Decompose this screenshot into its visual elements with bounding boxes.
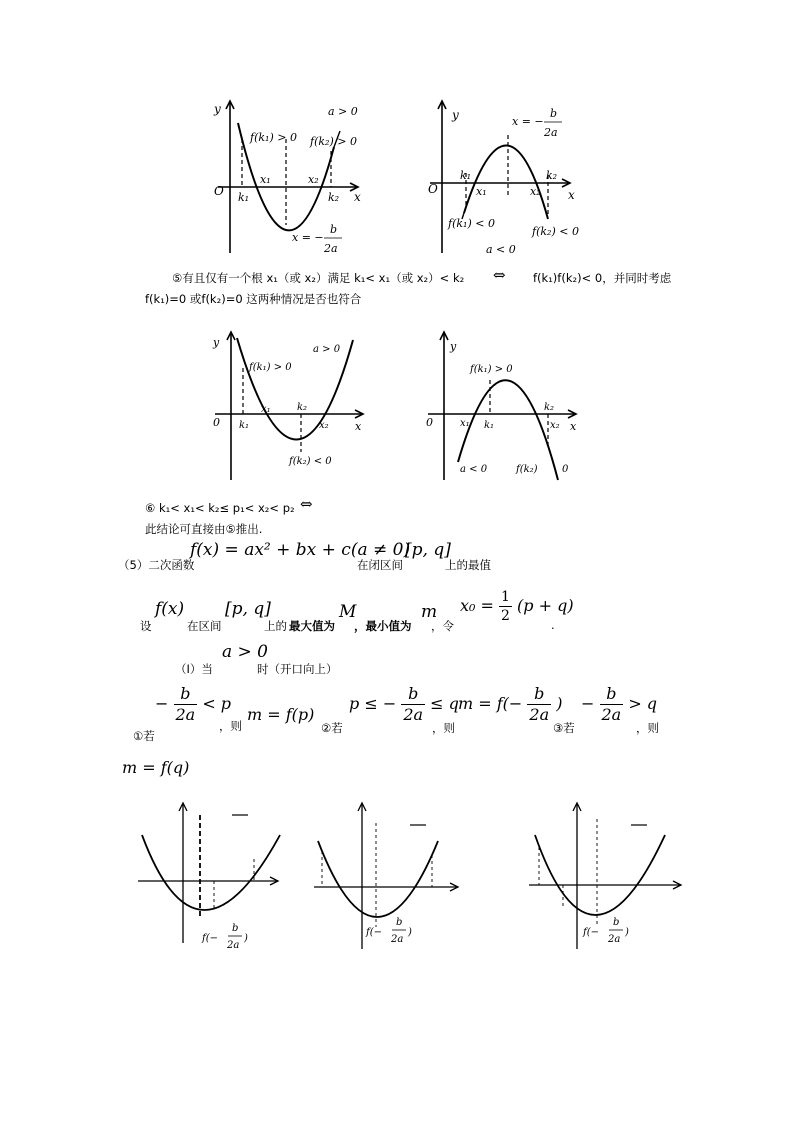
half-den: 2 xyxy=(501,608,510,624)
graph-2-fk2: f(k₂) < 0 xyxy=(532,225,579,238)
graph-1-origin: O xyxy=(214,184,224,198)
graph-4-a-neg: a < 0 xyxy=(460,464,488,475)
sec5-interval: [p, q] xyxy=(405,540,451,560)
item5-note: f(k₁)=0 或f(k₂)=0 这两种情况是否也符合 xyxy=(145,292,362,306)
graph-2-x: x xyxy=(568,188,575,202)
graph-1-a-pos: a > 0 xyxy=(328,105,358,118)
set-m: m xyxy=(421,602,438,622)
graph-3-x2: x₂ xyxy=(319,420,329,431)
cond1-frac xyxy=(174,686,198,723)
graph-4-k1: k₁ xyxy=(484,420,495,431)
graph-2-a-neg: a < 0 xyxy=(486,243,516,256)
graph-1-axis-b: b xyxy=(330,223,338,236)
ruo-1: ①若 xyxy=(133,729,155,743)
cond2-frac xyxy=(401,686,425,723)
graph-3-y: y xyxy=(213,336,220,349)
cond3-minus: − xyxy=(581,694,595,713)
cond3-gt-q: > q xyxy=(628,694,658,713)
graph-2-origin: O xyxy=(428,182,438,196)
graph-2-k1: k₁ xyxy=(460,169,472,182)
x0-lhs: x₀ = xyxy=(460,596,494,615)
cond1-minus: − xyxy=(155,694,169,713)
result-2 xyxy=(458,686,562,723)
graph-4-fk2: f(k₂) xyxy=(516,464,538,475)
graph-3-fk2: f(k₂) < 0 xyxy=(289,456,332,467)
result-2-frac xyxy=(527,686,551,723)
graph-2-axis-eq: x = − xyxy=(512,115,544,128)
set-fx: f(x) xyxy=(155,599,185,619)
result-1: m = f(p) xyxy=(247,705,315,724)
graph-1-x: x xyxy=(354,190,361,204)
item6-condition: ⑥ k₁< x₁< k₂≤ p₁< x₂< p₂ xyxy=(145,501,295,515)
iff-symbol-2: ⇔ xyxy=(300,495,313,513)
set-max-prefix: 上的 xyxy=(264,619,287,633)
bottom-graph-2-f: f(− xyxy=(366,927,382,938)
graph-3-x1: x₁ xyxy=(261,404,271,415)
item6-note: 此结论可直接由⑤推出. xyxy=(145,522,263,536)
case1-label: （Ⅰ）当 xyxy=(175,662,213,676)
graph-3 xyxy=(205,330,375,485)
half-fraction xyxy=(499,590,512,623)
cond3-den: 2a xyxy=(601,705,622,724)
bottom-graph-1 xyxy=(130,795,300,960)
ze-2: ，则 xyxy=(432,721,455,735)
graph-1-fk1: f(k₁) > 0 xyxy=(250,131,297,144)
result-2-den: 2a xyxy=(529,705,550,724)
graph-4-y: y xyxy=(450,340,457,353)
graph-4 xyxy=(420,330,590,485)
result-2-head: m = f(− xyxy=(458,694,523,713)
set-min: ，最小值为 xyxy=(354,619,412,633)
set-in: 在区间 xyxy=(187,619,222,633)
sec5-end: 上的最值 xyxy=(445,558,491,572)
graph-2-axis-b: b xyxy=(550,107,558,120)
bottom-graph-1-2a: 2a xyxy=(227,940,240,951)
sec5-label: （5）二次函数 xyxy=(118,558,195,572)
graph-1-x2: x₂ xyxy=(308,173,319,186)
bottom-graph-3-f: f(− xyxy=(583,927,599,938)
graph-3-origin: 0 xyxy=(213,416,220,429)
ze-3: ，则 xyxy=(636,721,659,735)
bottom-graph-1-b: b xyxy=(232,923,239,934)
result-3: m = f(q) xyxy=(122,758,190,777)
graph-4-origin: 0 xyxy=(426,416,433,429)
ze-1: ，则 xyxy=(219,719,242,733)
cond2-num: b xyxy=(401,686,425,705)
bottom-graph-3-2a: 2a xyxy=(608,934,621,945)
bottom-graph-3 xyxy=(525,795,695,960)
graph-4-k2: k₂ xyxy=(544,402,555,413)
graph-4-x2: x₂ xyxy=(550,420,560,431)
set-M: M xyxy=(339,602,357,622)
result-2-num: b xyxy=(527,686,551,705)
ruo-2: ②若 xyxy=(321,721,343,735)
graph-1-fk2: f(k₂) > 0 xyxy=(310,135,357,148)
graph-3-k2: k₂ xyxy=(297,402,308,413)
graph-2-k2: k₂ xyxy=(546,169,558,182)
sec5-function: f(x) = ax² + bx + c(a ≠ 0) xyxy=(190,540,411,560)
graph-3-fk1: f(k₁) > 0 xyxy=(249,362,292,373)
bottom-graph-2 xyxy=(310,795,480,960)
set-dot: . xyxy=(551,618,555,632)
graph-2-x1: x₁ xyxy=(476,185,487,198)
cond1-num: b xyxy=(174,686,198,705)
iff-symbol-1: ⇔ xyxy=(493,266,506,284)
bottom-graph-2-close: ) xyxy=(408,927,412,938)
half-num: 1 xyxy=(501,589,510,605)
graph-1 xyxy=(200,95,380,265)
graph-1-y: y xyxy=(214,102,221,116)
graph-4-zero: 0 xyxy=(562,464,569,475)
graph-1-k1: k₁ xyxy=(238,191,250,204)
cond3-frac xyxy=(600,686,624,723)
graph-4-fk1: f(k₁) > 0 xyxy=(470,364,513,375)
graph-2 xyxy=(420,95,600,265)
graph-1-axis-eq: x = − xyxy=(292,231,324,244)
graph-3-a-pos: a > 0 xyxy=(313,344,341,355)
item5-result: f(k₁)f(k₂)< 0，并同时考虑 xyxy=(533,271,672,285)
graph-2-y: y xyxy=(452,108,459,122)
graph-1-x1: x₁ xyxy=(260,173,271,186)
bottom-graph-2-2a: 2a xyxy=(391,934,404,945)
set-max: 最大值为 xyxy=(289,619,335,633)
item5-condition: ⑤有且仅有一个根 x₁（或 x₂）满足 k₁< x₁（或 x₂）< k₂ xyxy=(172,271,465,285)
bottom-graph-1-close: ) xyxy=(244,933,248,944)
x0-tail: (p + q) xyxy=(517,596,574,615)
cond2-le-q: ≤ q xyxy=(430,694,459,713)
graph-1-k2: k₂ xyxy=(328,191,340,204)
bottom-graph-1-f: f(− xyxy=(202,933,218,944)
cond1-lt-p: < p xyxy=(202,694,232,713)
bottom-graph-3-b: b xyxy=(613,917,620,928)
graph-2-axis-2a: 2a xyxy=(544,126,558,139)
cond2-expr xyxy=(349,686,459,723)
graph-2-x2: x₂ xyxy=(530,185,541,198)
graph-3-k1: k₁ xyxy=(239,420,250,431)
graph-4-x1: x₁ xyxy=(460,418,470,429)
graph-4-x: x xyxy=(570,420,577,433)
graph-2-fk1: f(k₁) < 0 xyxy=(448,217,495,230)
cond3-num: b xyxy=(600,686,624,705)
set-label: 设 xyxy=(140,619,152,633)
bottom-graph-3-close: ) xyxy=(625,927,629,938)
sec5-mid: 在闭区间 xyxy=(357,558,403,572)
case1-note: 时（开口向上） xyxy=(257,662,338,676)
cond2-p-le: p ≤ − xyxy=(349,694,397,713)
ruo-3: ③若 xyxy=(553,721,575,735)
case1-cond: a > 0 xyxy=(222,642,269,662)
set-interval: [p, q] xyxy=(225,599,271,619)
x0-formula xyxy=(460,590,574,623)
graph-3-x: x xyxy=(355,420,362,433)
set-ling: ，令 xyxy=(431,619,454,633)
cond2-den: 2a xyxy=(403,705,424,724)
result-2-close: ) xyxy=(556,694,563,713)
bottom-graph-2-b: b xyxy=(396,917,403,928)
cond1-den: 2a xyxy=(175,705,196,724)
cond3-expr xyxy=(581,686,657,723)
graph-1-axis-2a: 2a xyxy=(324,242,338,255)
